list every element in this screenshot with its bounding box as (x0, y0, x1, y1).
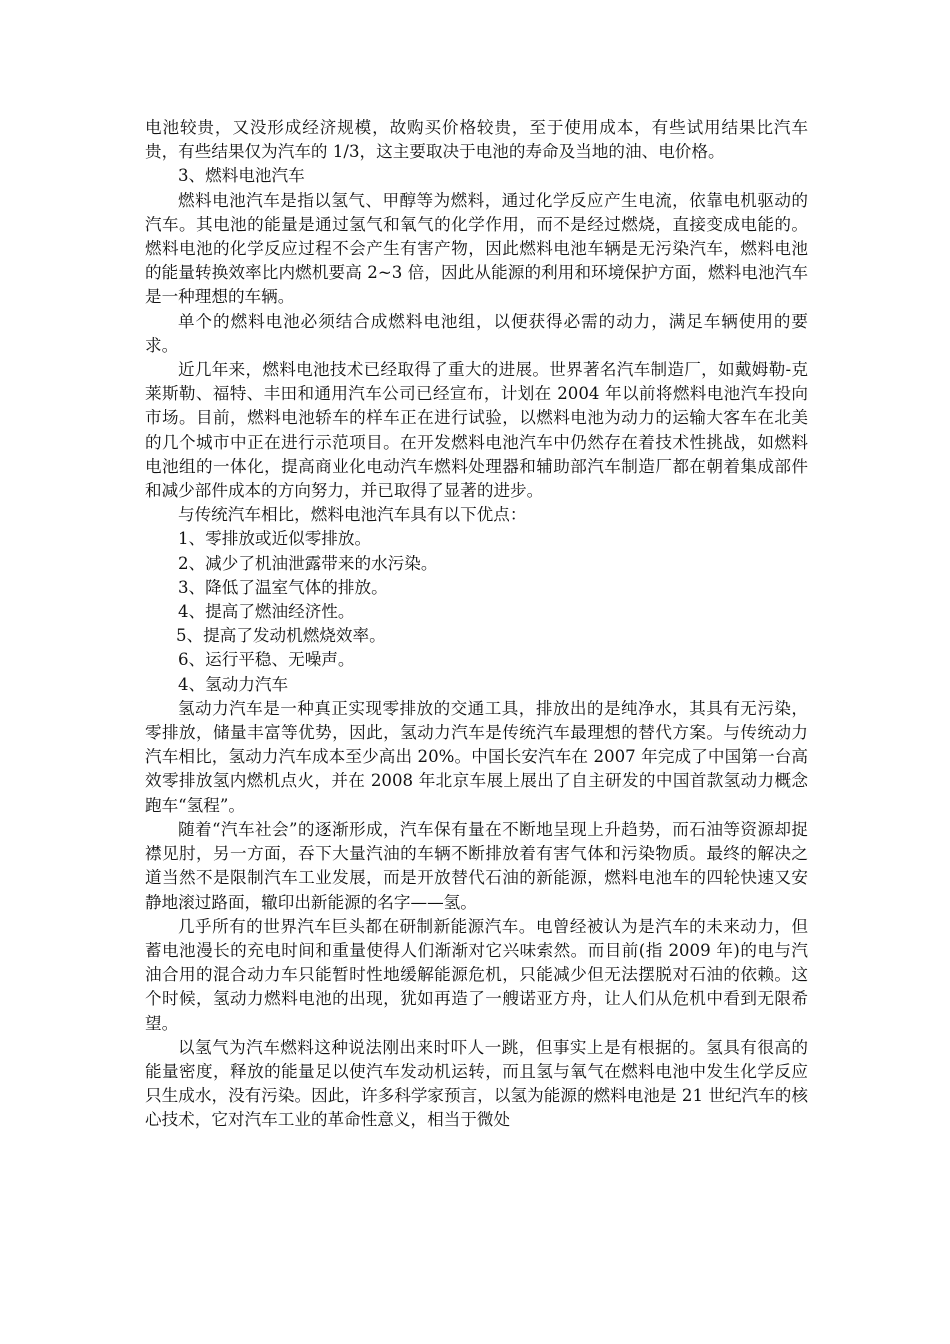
advantage-item: 5、提高了发动机燃烧效率。 (176, 626, 386, 646)
paragraph-hydrogen-fuel: 以氢气为汽车燃料这种说法刚出来时吓人一跳，但事实上是有根据的。氢具有很高的能量密度，释放的能量足以使汽车发动机运转，而且氢与氧气在燃料电池中发生化学反应只生成水，没有污染。因此，许多科学家预言，以氢为能源的燃料电池是 21 世纪汽车的核心技术，它对汽车工业的革命性意义，相当于微处 (145, 1037, 808, 1130)
paragraph-advantages-intro: 与传统汽车相比，燃料电池汽车具有以下优点： (178, 505, 527, 525)
section-heading-hydrogen: 4、氢动力汽车 (178, 674, 289, 694)
section-heading-fuel-cell: 3、燃料电池汽车 (178, 166, 305, 186)
document-body (145, 116, 808, 1133)
advantage-item: 6、运行平稳、无噪声。 (178, 650, 355, 670)
advantage-item: 4、提高了燃油经济性。 (178, 602, 355, 622)
paragraph-continuation: 电池较贵，又没形成经济规模，故购买价格较贵，至于使用成本，有些试用结果比汽车贵，有些结果仅为汽车的 1/3，这主要取决于电池的寿命及当地的油、电价格。 (145, 118, 808, 162)
paragraph-car-society: 随着“汽车社会”的逐渐形成，汽车保有量在不断地呈现上升趋势，而石油等资源却捉襟见肘，另一方面，吞下大量汽油的车辆不断排放着有害气体和污染物质。最终的解决之道当然不是限制汽车工业发展，而是开放替代石油的新能源，燃料电池车的四轮快速又安静地滚过路面，辙印出新能源的名字——氢。 (145, 819, 808, 912)
advantage-item: 3、降低了温室气体的排放。 (178, 577, 388, 597)
paragraph-fuel-cell-definition: 燃料电池汽车是指以氢气、甲醇等为燃料，通过化学反应产生电流，依靠电机驱动的汽车。其电池的能量是通过氢气和氧气的化学作用，而不是经过燃烧，直接变成电能的。燃料电池的化学反应过程不会产生有害产物，因此燃料电池车辆是无污染汽车，燃料电池的能量转换效率比内燃机要高 2~3 倍，因此从能源的利用和环境保护方面，燃料电池汽车是一种理想的车辆。 (145, 190, 808, 307)
paragraph-new-energy: 几乎所有的世界汽车巨头都在研制新能源汽车。电曾经被认为是汽车的未来动力，但蓄电池漫长的充电时间和重量使得人们渐渐对它兴味索然。而目前(指 2009 年)的电与汽油合用的混合动力车只能暂时性地缓解能源危机，只能减少但无法摆脱对石油的依赖。这个时候，氢动力燃料电池的出现，犹如再造了一艘诺亚方舟，让人们从危机中看到无限希望。 (145, 916, 808, 1033)
paragraph-fuel-cell-stack: 单个的燃料电池必须结合成燃料电池组，以便获得必需的动力，满足车辆使用的要求。 (145, 311, 808, 355)
advantage-item: 1、零排放或近似零排放。 (178, 529, 372, 549)
paragraph-fuel-cell-progress: 近几年来，燃料电池技术已经取得了重大的进展。世界著名汽车制造厂，如戴姆勒-克莱斯勒、福特、丰田和通用汽车公司已经宣布，计划在 2004 年以前将燃料电池汽车投向市场。目前，燃料电池轿车的样车正在进行试验，以燃料电池为动力的运输大客车在北美的几个城市中正在进行示范项目。在开发燃料电池汽车中仍然存在着技术性挑战，如燃料电池组的一体化，提高商业化电动汽车燃料处理器和辅助部汽车制造厂都在朝着集成部件和减少部件成本的方向努力，并已取得了显著的进步。 (145, 360, 808, 501)
paragraph-hydrogen-car: 氢动力汽车是一种真正实现零排放的交通工具，排放出的是纯净水，其具有无污染，零排放，储量丰富等优势，因此，氢动力汽车是传统汽车最理想的替代方案。与传统动力汽车相比，氢动力汽车成本至少高出 20%。中国长安汽车在 2007 年完成了中国第一台高效零排放氢内燃机点火，并在 2008 年北京车展上展出了自主研发的中国首款氢动力概念跑车“氢程”。 (145, 698, 808, 815)
advantage-item: 2、减少了机油泄露带来的水污染。 (178, 553, 438, 573)
